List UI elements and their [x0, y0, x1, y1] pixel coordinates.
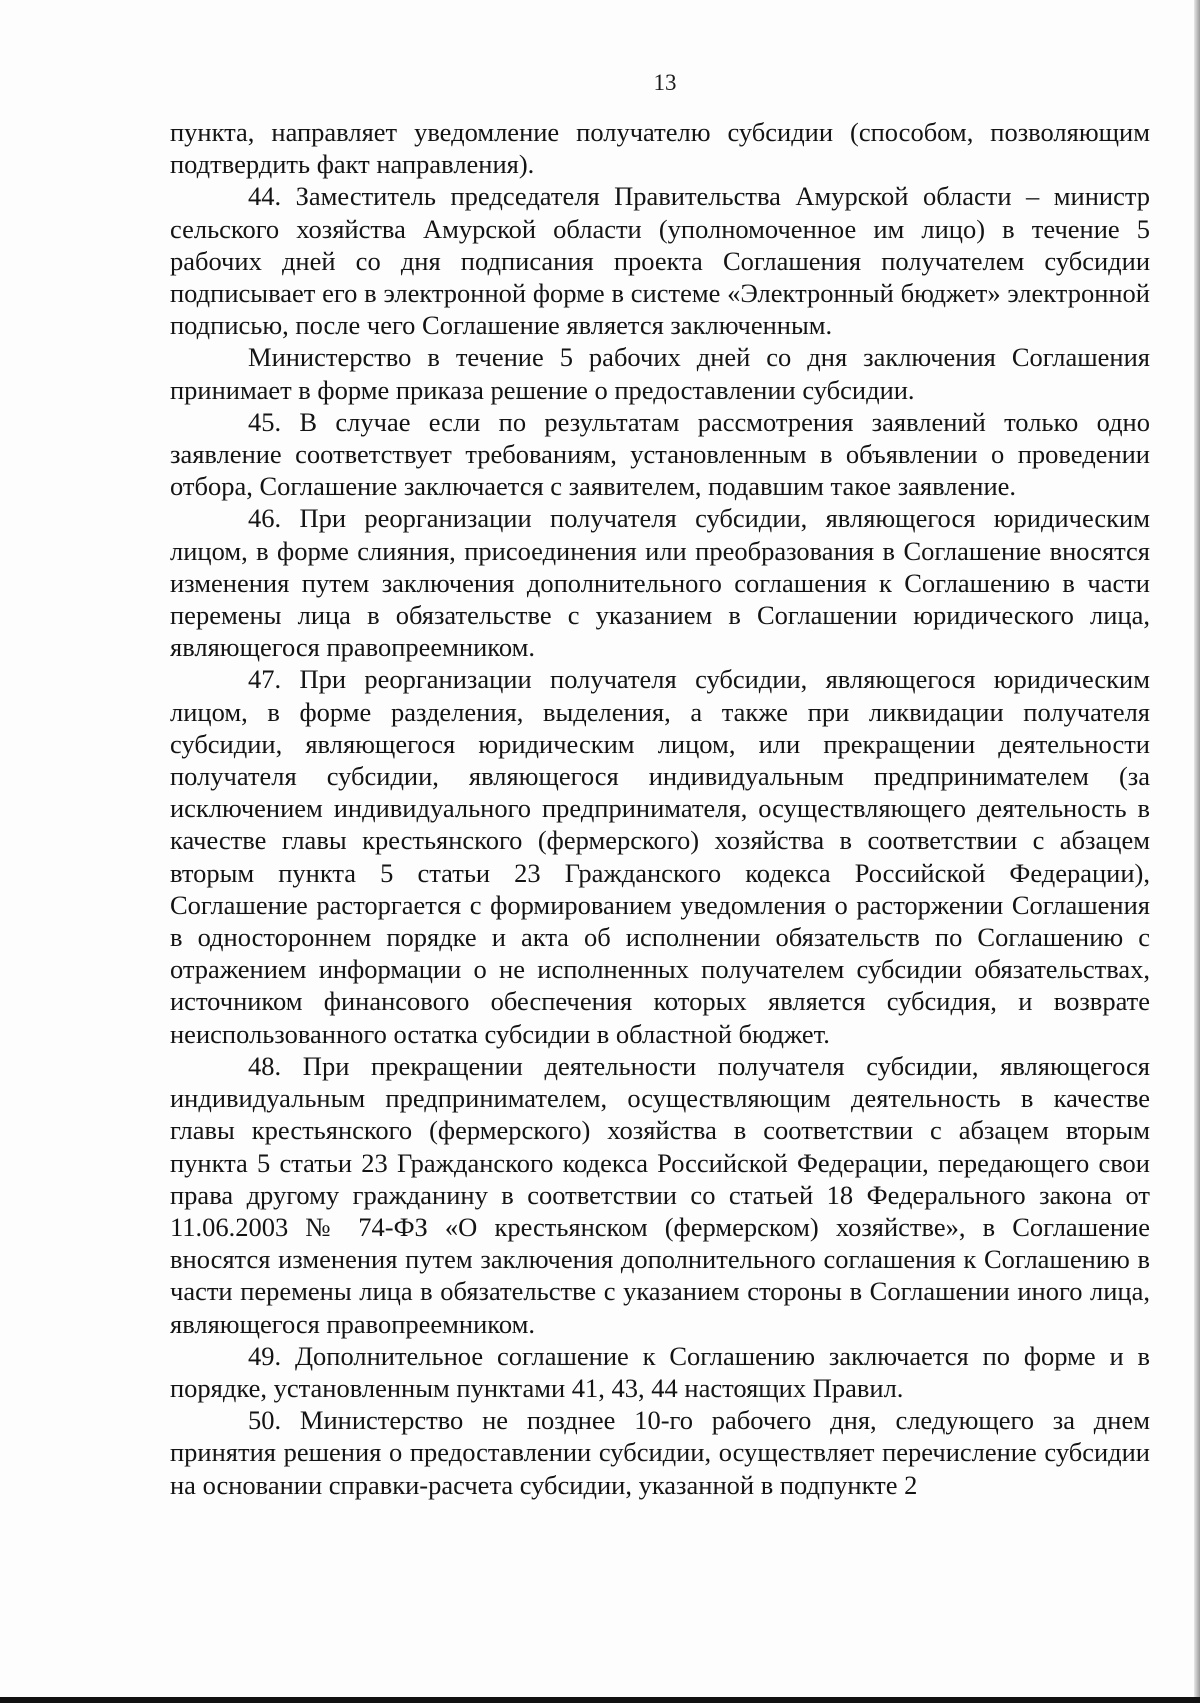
- paragraph-continuation: пункта, направляет уведомление получателю субсидии (способом, позволяющим подтвердить факт направления).: [170, 117, 1150, 180]
- paragraph-48: 48. При прекращении деятельности получателя субсидии, являющегося индивидуальным предпринимателем, осуществляющим деятельность в качестве главы крестьянского (фермерского) хозяйства в соответствии с абзацем вторым пункта 5 статьи 23 Гражданского кодекса Российской Федерации, передающего свои права другому гражданину в соответствии со статьей 18 Федерального закона от 11.06.2003 № 74-ФЗ «О крестьянском (фермерском) хозяйстве», в Соглашение вносятся изменения путем заключения дополнительного соглашения к Соглашению в части перемены лица в обязательстве с указанием стороны в Соглашении иного лица, являющегося правопреемником.: [170, 1050, 1150, 1339]
- paragraph-45: 45. В случае если по результатам рассмотрения заявлений только одно заявление соответствует требованиям, установленным в объявлении о проведении отбора, Соглашение заключается с заявителем, подавшим такое заявление.: [170, 406, 1150, 502]
- paragraph-46: 46. При реорганизации получателя субсидии, являющегося юридическим лицом, в форме слияния, присоединения или преобразования в Соглашение вносятся изменения путем заключения дополнительного соглашения к Соглашению в части перемены лица в обязательстве с указанием в Соглашении юридического лица, являющегося правопреемником.: [170, 503, 1150, 663]
- document-body: [170, 116, 1150, 1501]
- paragraph-44: 44. Заместитель председателя Правительства Амурской области – министр сельского хозяйства Амурской области (уполномоченное им лицо) в течение 5 рабочих дней со дня подписания проекта Соглашения получателем субсидии подписывает его в электронной форме в системе «Электронный бюджет» электронной подписью, после чего Соглашение является заключенным.: [170, 181, 1150, 341]
- paragraph-50: 50. Министерство не позднее 10-го рабочего дня, следующего за днем принятия решения о предоставлении субсидии, осуществляет перечисление субсидии на основании справки-расчета субсидии, указанной в подпункте 2: [170, 1405, 1150, 1500]
- paragraph-49: 49. Дополнительное соглашение к Соглашению заключается по форме и в порядке, установленным пунктами 41, 43, 44 настоящих Правил.: [170, 1340, 1150, 1403]
- page-number: 13: [653, 70, 677, 95]
- paragraph-44-ministry: Министерство в течение 5 рабочих дней со дня заключения Соглашения принимает в форме приказа решение о предоставлении субсидии.: [170, 342, 1150, 405]
- paragraph-47: 47. При реорганизации получателя субсидии, являющегося юридическим лицом, в форме разделения, выделения, а также при ликвидации получателя субсидии, являющегося юридическим лицом, или прекращении деятельности получателя субсидии, являющегося индивидуальным предпринимателем (за исключением индивидуального предпринимателя, осуществляющего деятельность в качестве главы крестьянского (фермерского) хозяйства в соответствии с абзацем вторым пункта 5 статьи 23 Гражданского кодекса Российской Федерации), Соглашение расторгается с формированием уведомления о расторжении Соглашения в одностороннем порядке и акта об исполнении обязательств по Соглашению с отражением информации о не исполненных получателем субсидии обязательствах, источником финансового обеспечения которых является субсидия, и возврате неиспользованного остатка субсидии в областной бюджет.: [170, 664, 1150, 1049]
- scan-edge-bottom: [0, 1697, 1200, 1703]
- scan-edge-right: [1194, 0, 1200, 1703]
